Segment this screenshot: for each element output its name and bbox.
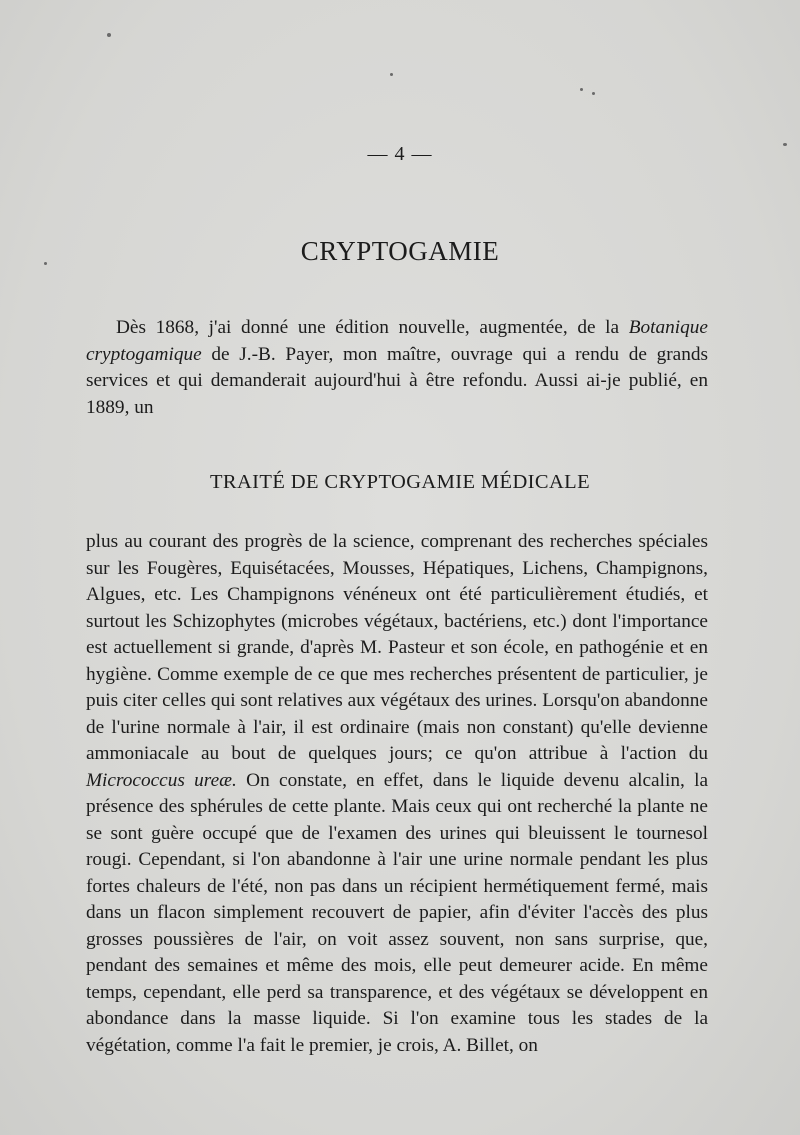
page-title: CRYPTOGAMIE xyxy=(300,236,500,266)
body-species-name: Micrococcus ureæ. xyxy=(86,769,237,791)
body-paragraph xyxy=(86,529,708,1059)
body-text-start: plus au courant des progrès de la science, comprenant des recherches spéciales sur les Fougères, Equisétacées, Mousses, Hépatiques, Lichens, Champignons, Algues, etc. Les Champignons vénéneux ont été particulièrement étudiés, et surtout les Schizophytes (microbes végétaux, bactériens, etc.) dont l'importance est actuellement si grande, d'après M. Pasteur et son école, en pathogénie et en hygiène. Comme exemple de ce que mes recherches présentent de particulier, je puis citer celles qui sont relatives aux végétaux des urines. Lorsqu'on abandonne de l'urine normale à l'air, il est ordinaire (mais non constant) qu'elle devienne ammoniacale au bout de quelques jours; ce qu'on attribue à l'action du xyxy=(86,531,708,764)
ink-speck xyxy=(107,33,111,37)
intro-book-title: Botanique cryptogamique xyxy=(86,317,708,365)
ink-speck xyxy=(592,92,595,95)
body-text-end: On constate, en effet, dans le liquide devenu alcalin, la présence des sphérules de cette plante. Mais ceux qui ont recherché la plante ne se sont guère occupé que de l'examen des urines qui bleuissent le tournesol rougi. Cependant, si l'on abandonne à l'air une urine normale pendant les plus fortes chaleurs de l'été, non pas dans un récipient hermétiquement fermé, mais dans un flacon simplement recouvert de papier, afin d'éviter l'accès des plus grosses poussières de l'air, on voit assez souvent, non sans surprise, que, pendant des semaines et même des mois, elle peut demeurer acide. En même temps, cependant, elle perd sa transparence, et des végétaux se développent en abondance dans la masse liquide. Si l'on examine tous les stades de la végétation, comme l'a fait le premier, je crois, A. Billet, on xyxy=(86,769,708,1056)
page-number: — 4 — xyxy=(367,143,433,165)
intro-text-start: Dès 1868, j'ai donné une édition nouvelle, augmentée, de la xyxy=(116,317,629,338)
intro-text-end: de J.-B. Payer, mon maître, ouvrage qui a rendu de grands services et qui demanderait aujourd'hui à être refondu. Aussi ai-je publié, en 1889, un xyxy=(86,343,708,418)
ink-speck xyxy=(390,73,393,76)
ink-speck xyxy=(580,88,583,91)
section-heading: TRAITÉ DE CRYPTOGAMIE MÉDICALE xyxy=(209,471,591,493)
intro-paragraph xyxy=(86,315,708,421)
